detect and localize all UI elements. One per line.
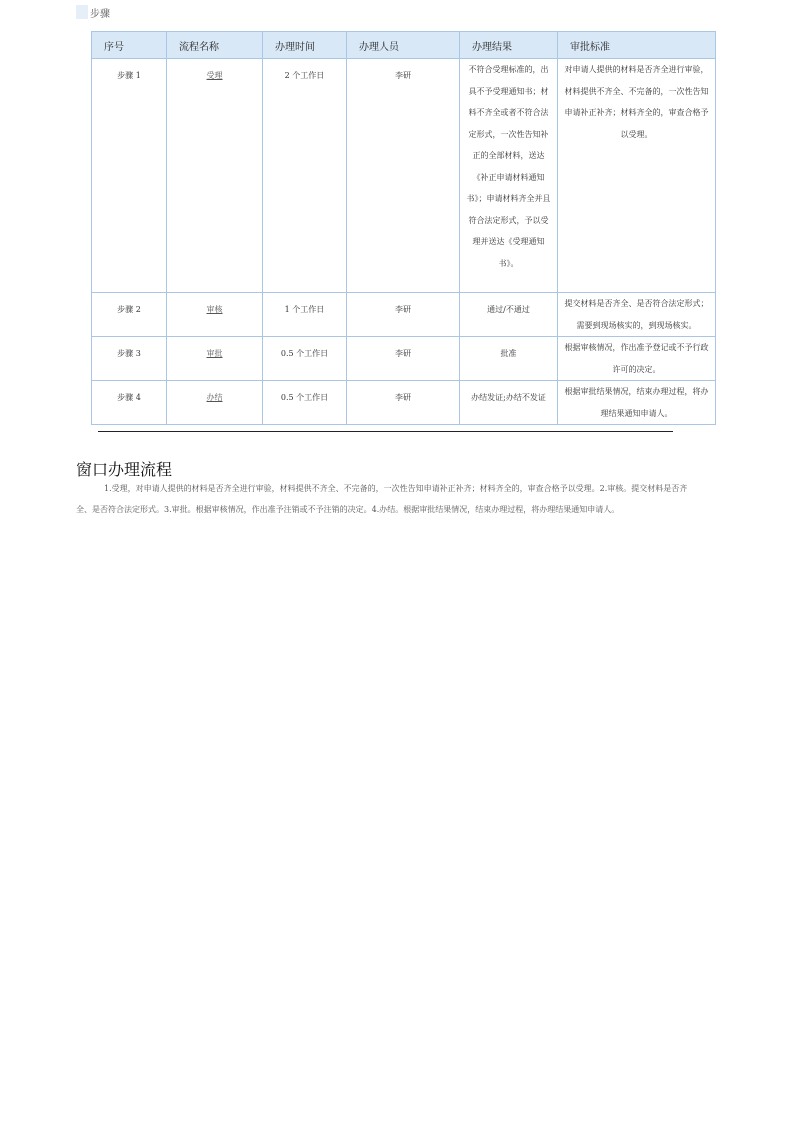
cell-time: 0.5 个工作日	[263, 381, 347, 425]
cell-result: 办结发证;办结不发证	[460, 381, 558, 425]
cell-person: 李研	[347, 59, 460, 293]
header-time: 办理时间	[263, 32, 347, 59]
section-body: 1.受理，对申请人提供的材料是否齐全进行审验，材料提供不齐全、不完备的，一次性告知申请补正补齐；材料齐全的，审查合格予以受理。2.审核。提交材料是否齐全、是否符合法定形式。3.审批。根据审核情况，作出准予注销或不予注销的决定。4.办结。根据审批结果情况，结束办理过程，将办理结果通知申请人。	[76, 484, 688, 514]
header-person: 办理人员	[347, 32, 460, 59]
cell-seq: 步骤 2	[92, 293, 167, 337]
cell-time: 2 个工作日	[263, 59, 347, 293]
cell-result: 不符合受理标准的，出具不予受理通知书；材料不齐全或者不符合法定形式，一次性告知补正的全部材料，送达《补正申请材料通知书》；申请材料齐全并且符合法定形式，予以受理并送达《受理通知书》。	[460, 59, 558, 293]
cell-standard: 根据审批结果情况，结束办理过程，将办理结果通知申请人。	[558, 381, 716, 425]
cell-seq: 步骤 4	[92, 381, 167, 425]
cell-standard: 根据审核情况，作出准予登记或不予行政许可的决定。	[558, 337, 716, 381]
divider	[98, 431, 673, 432]
bookmark-icon	[76, 5, 88, 19]
table-header-row	[92, 32, 716, 59]
step-name-link[interactable]: 审核	[206, 305, 223, 314]
header-seq: 序号	[92, 32, 167, 59]
header-name: 流程名称	[167, 32, 263, 59]
header-standard: 审批标准	[558, 32, 716, 59]
table-row	[92, 381, 716, 425]
cell-standard: 提交材料是否齐全、是否符合法定形式；需要到现场核实的，到现场核实。	[558, 293, 716, 337]
cell-person: 李研	[347, 293, 460, 337]
cell-person: 李研	[347, 337, 460, 381]
table-row	[92, 59, 716, 293]
step-name-link[interactable]: 受理	[206, 71, 223, 80]
breadcrumb	[76, 4, 110, 20]
cell-seq: 步骤 1	[92, 59, 167, 293]
section-title: 窗口办理流程	[76, 460, 173, 479]
table-row	[92, 337, 716, 381]
cell-result: 通过/不通过	[460, 293, 558, 337]
cell-time: 1 个工作日	[263, 293, 347, 337]
breadcrumb-label: 步骤	[90, 8, 110, 20]
procedure-table	[91, 31, 716, 425]
step-name-link[interactable]: 审批	[206, 349, 223, 358]
cell-seq: 步骤 3	[92, 337, 167, 381]
cell-result: 批准	[460, 337, 558, 381]
step-name-link[interactable]: 办结	[206, 393, 223, 402]
cell-standard: 对申请人提供的材料是否齐全进行审验，材料提供不齐全、不完备的，一次性告知申请补正补齐；材料齐全的，审查合格予以受理。	[558, 59, 716, 293]
table-row	[92, 293, 716, 337]
cell-person: 李研	[347, 381, 460, 425]
header-result: 办理结果	[460, 32, 558, 59]
cell-time: 0.5 个工作日	[263, 337, 347, 381]
